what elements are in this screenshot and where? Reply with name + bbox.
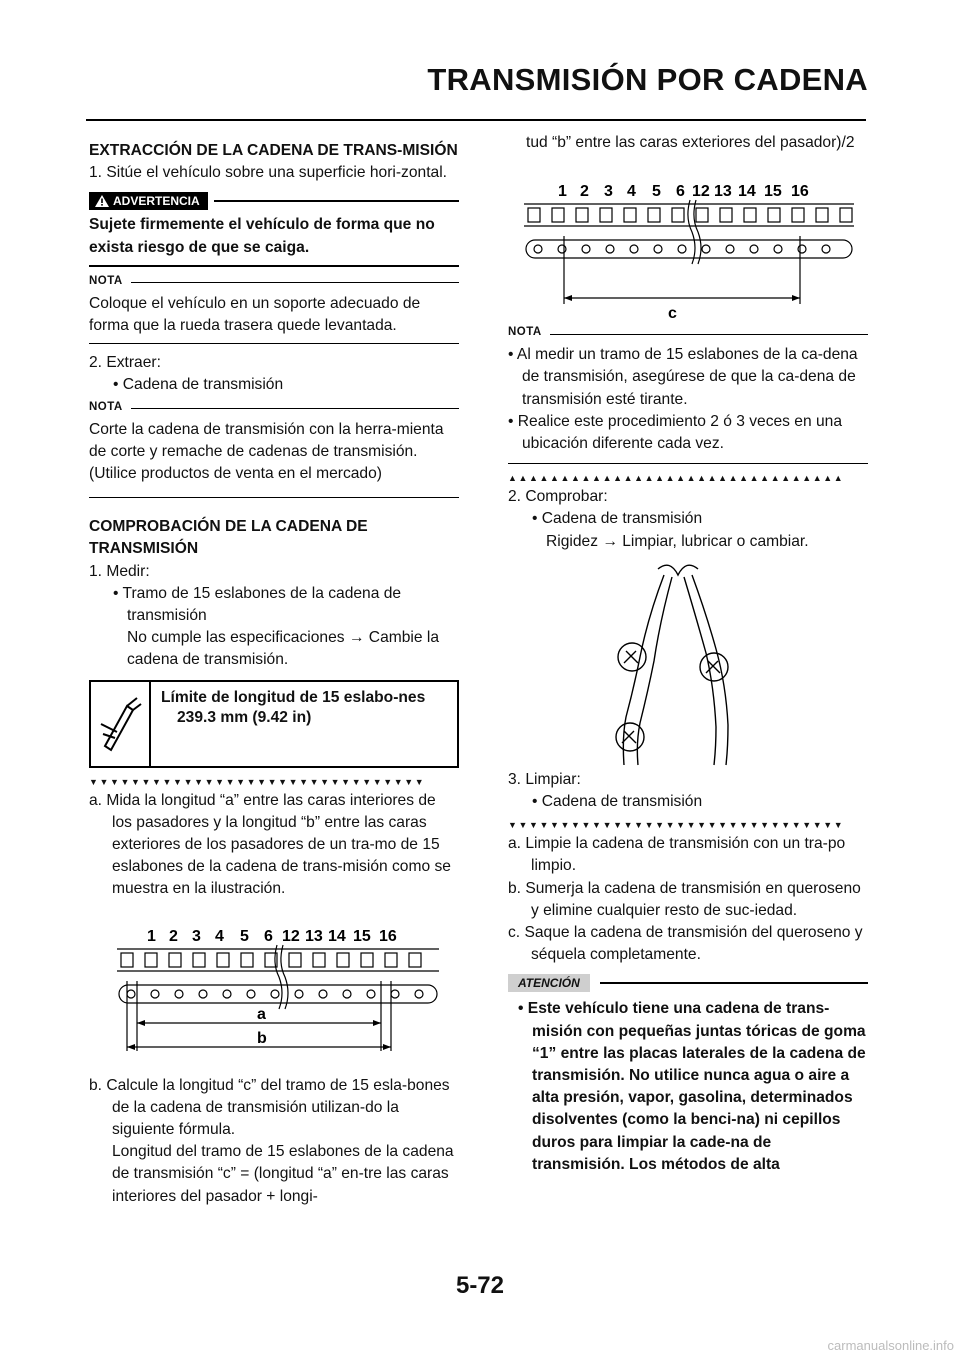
procedure-start-marks-2: ▼▼▼▼▼▼▼▼▼▼▼▼▼▼▼▼▼▼▼▼▼▼▼▼▼▼▼▼▼▼▼▼ [508,820,845,831]
step-1: 1. Sitúe el vehículo sobre una superficie hori-zontal. [89,164,447,182]
nota-bar-3 [508,326,868,338]
caliper-icon [91,682,151,766]
nota-label-2: NOTA [89,400,123,413]
fig2-num-14: 14 [738,183,756,201]
fig2-num-1: 1 [558,183,567,201]
spec-value: 239.3 mm (9.42 in) [177,708,312,726]
fig1-num-15: 15 [353,927,371,945]
header-rule [86,119,866,121]
attention-label: ATENCIÓN [508,974,590,992]
procedure-start-marks: ▼▼▼▼▼▼▼▼▼▼▼▼▼▼▼▼▼▼▼▼▼▼▼▼▼▼▼▼▼▼▼▼ [89,776,426,787]
clean-step-3: 3. Limpiar: [508,770,581,788]
fig2-num-5: 5 [652,183,661,201]
page-title: TRANSMISIÓN POR CADENA [427,62,868,97]
fig1-label-b: b [257,1029,267,1047]
fig1-num-1: 1 [147,927,156,945]
section-heading-check: COMPROBACIÓN DE LA CADENA DE TRANSMISIÓN [89,518,368,558]
fig2-num-15: 15 [764,183,782,201]
warning-bar [89,192,459,210]
step-2: 2. Extraer: [89,354,161,372]
nota-label-3: NOTA [508,326,542,339]
chain-measure-figure-c [508,170,868,320]
fig2-num-13: 13 [714,183,732,201]
fig1-num-16: 16 [379,927,397,945]
attention-bar [508,974,868,992]
step-b: b. Calcule la longitud “c” del tramo de 15 esla-bones de la cadena de transmisión utilizan-do la siguiente fórmula. [89,1076,450,1139]
check-step-2-note: Rigidez → Limpiar, lubricar o cambiar. [546,532,809,550]
fig2-num-2: 2 [580,183,589,201]
fig2-label-c: c [668,305,677,321]
fig2-num-12: 12 [692,183,710,201]
fig1-num-13: 13 [305,927,323,945]
fig1-num-12: 12 [282,927,300,945]
chain-stiffness-figure [508,557,868,767]
fig2-num-3: 3 [604,183,613,201]
nota-bullet-2: • Realice este procedimiento 2 ó 3 veces en una ubicación diferente cada vez. [508,412,842,453]
check-step-2-item: • Cadena de transmisión [532,510,703,528]
warning-text: Sujete firmemente el vehículo de forma que no exista riesgo de que se caiga. [89,216,435,256]
warning-triangle-icon [95,195,109,207]
formula-continuation: tud “b” entre las caras exteriores del pasador)/2 [526,134,855,151]
nota-label: NOTA [89,274,123,287]
section-heading-removal: EXTRACCIÓN DE LA CADENA DE TRANS-MISIÓN [89,142,458,159]
spec-box [89,680,459,768]
clean-b: b. Sumerja la cadena de transmisión en queroseno y elimine cualquier resto de suc-iedad. [508,879,861,919]
warning-badge [89,192,208,210]
fig1-num-2: 2 [169,927,178,945]
fig1-num-6: 6 [264,927,273,945]
step-a: a. Mida la longitud “a” entre las caras interiores de los pasadores y la longitud “b” entre las caras exteriores de los pasadores de un tra-mo de 15 eslabones de la cadena de trans-misión como se muestra en la ilustración. [89,791,451,898]
watermark: carmanualsonline.info [827,1338,954,1353]
clean-step-3-item: • Cadena de transmisión [532,793,703,811]
step-2-item: • Cadena de transmisión [113,376,284,394]
nota-bar-2 [89,401,459,413]
nota-text-1: Coloque el vehículo en un soporte adecuado de forma que la rueda trasera quede levantada. [89,294,421,335]
nota-bullet-1: • Al medir un tramo de 15 eslabones de la ca-dena de transmisión, asegúrese de que la ca-dena de transmisión esté tirante. [508,346,858,408]
chain-measure-figure-ab [89,911,459,1061]
fig2-num-16: 16 [791,183,809,201]
fig1-num-5: 5 [240,927,249,945]
left-column [89,140,459,1208]
fig1-num-14: 14 [328,927,346,945]
procedure-end-marks: ▲▲▲▲▲▲▲▲▲▲▲▲▲▲▲▲▲▲▲▲▲▲▲▲▲▲▲▲▲▲▲▲ [508,473,845,484]
fig2-num-4: 4 [627,183,636,201]
attention-text: • Este vehículo tiene una cadena de trans-misión con pequeñas juntas tóricas de goma “1” entre las placas laterales de la cadena de transmisión. No utilice nunca agua o aire a alta presión, vapor, gasolina, determinados disolventes (como la benci-na) ni cepillos duros para limpiar la cade-na de transmisión. Los métodos de alta [518,1000,866,1173]
page-number: 5-72 [455,1272,505,1299]
right-column [508,134,868,1176]
check-step-2: 2. Comprobar: [508,488,608,506]
fig1-num-4: 4 [215,927,224,945]
clean-a: a. Limpie la cadena de transmisión con un tra-po limpio. [508,835,846,875]
fig1-label-a: a [257,1005,266,1023]
warning-label: ADVERTENCIA [113,194,200,209]
clean-c: c. Saque la cadena de transmisión del queroseno y séquela completamente. [508,924,863,964]
nota-text-2: Corte la cadena de transmisión con la herra-mienta de corte y remache de cadenas de transmisión. (Utilice productos de venta en el mercado) [89,420,444,483]
fig2-num-6: 6 [676,183,685,201]
measure-step: 1. Medir: [89,562,150,580]
measure-note: No cumple las especificaciones → Cambie la cadena de transmisión. [127,629,440,669]
fig1-num-3: 3 [192,927,201,945]
nota-bar [89,275,459,287]
spec-title: Límite de longitud de 15 eslabo-nes [161,688,426,706]
measure-item: • Tramo de 15 eslabones de la cadena de transmisión [113,584,402,625]
step-b-formula: Longitud del tramo de 15 eslabones de la cadena de transmisión “c” = (longitud “a” en-tre las caras interiores del pasador + longi- [112,1143,454,1205]
